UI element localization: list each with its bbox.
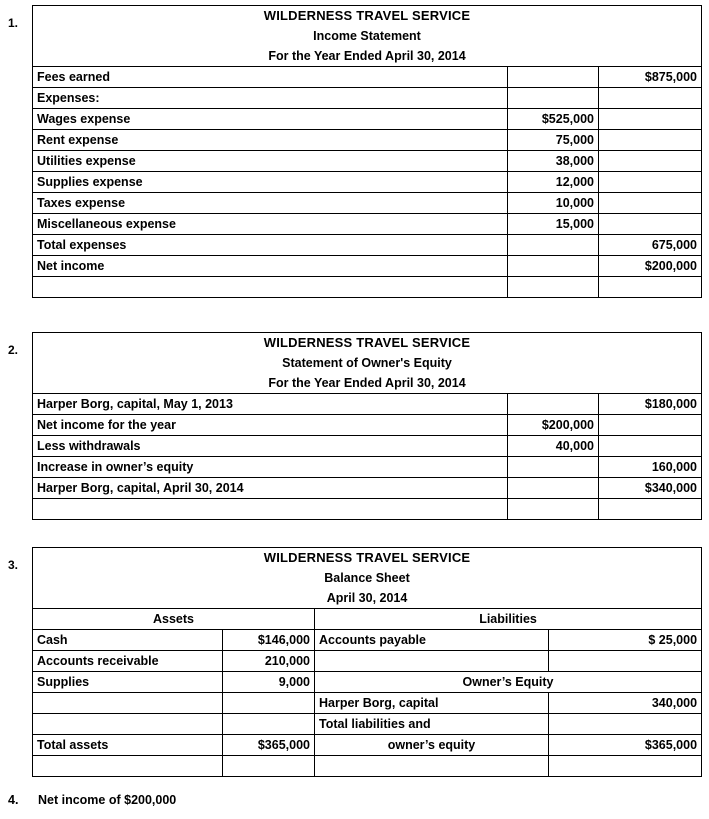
table-row — [33, 714, 702, 735]
statement-header-cell — [33, 333, 702, 394]
row-amount-col2: $340,000 — [599, 478, 702, 499]
row-amount-col2 — [599, 88, 702, 109]
row-label: Taxes expense — [33, 193, 508, 214]
row-amount-col2 — [599, 415, 702, 436]
row-label: Net income — [33, 256, 508, 277]
row-amount-col2 — [599, 172, 702, 193]
table-row — [33, 457, 702, 478]
table-row — [33, 235, 702, 256]
table-row — [33, 277, 702, 298]
statement-header-row — [33, 6, 702, 67]
row-amount-col1 — [508, 256, 599, 277]
total-liab-equity-amount: $365,000 — [549, 735, 702, 756]
table-row — [33, 130, 702, 151]
asset-label: Supplies — [33, 672, 223, 693]
row-amount-col1: 40,000 — [508, 436, 599, 457]
statement-header-cell — [33, 6, 702, 67]
assets-section-header: Assets — [33, 609, 315, 630]
row-amount-col2: 675,000 — [599, 235, 702, 256]
row-amount-col2 — [599, 193, 702, 214]
row-amount-col1: 10,000 — [508, 193, 599, 214]
row-label — [33, 499, 508, 520]
balance-sheet-table — [32, 547, 702, 777]
row-label: Fees earned — [33, 67, 508, 88]
row-amount-col1 — [508, 478, 599, 499]
liability-label — [315, 651, 549, 672]
row-amount-col1: 15,000 — [508, 214, 599, 235]
row-label — [33, 277, 508, 298]
statement-period: April 30, 2014 — [326, 591, 408, 605]
owners-equity-statement-block — [32, 332, 702, 520]
statement-header-row — [33, 333, 702, 394]
company-name: WILDERNESS TRAVEL SERVICE — [263, 8, 471, 23]
table-row — [33, 394, 702, 415]
table-row — [33, 151, 702, 172]
asset-amount: 9,000 — [223, 672, 315, 693]
table-row — [33, 214, 702, 235]
liability-amount — [549, 651, 702, 672]
statement-title: Income Statement — [313, 29, 421, 43]
row-amount-col1: 38,000 — [508, 151, 599, 172]
statement-period: For the Year Ended April 30, 2014 — [268, 49, 466, 63]
table-row — [33, 651, 702, 672]
liability-amount: $ 25,000 — [549, 630, 702, 651]
company-name: WILDERNESS TRAVEL SERVICE — [263, 550, 471, 565]
table-row — [33, 478, 702, 499]
table-row — [33, 756, 702, 777]
asset-amount: $146,000 — [223, 630, 315, 651]
row-amount-col2 — [599, 151, 702, 172]
item-number-1: 1. — [8, 16, 19, 30]
row-amount-col1: 12,000 — [508, 172, 599, 193]
row-amount-col1 — [508, 394, 599, 415]
row-amount-col2 — [599, 109, 702, 130]
asset-amount — [223, 693, 315, 714]
row-amount-col2 — [599, 277, 702, 298]
row-label: Harper Borg, capital, May 1, 2013 — [33, 394, 508, 415]
row-amount-col1: $200,000 — [508, 415, 599, 436]
row-amount-col2: $200,000 — [599, 256, 702, 277]
table-row — [33, 693, 702, 714]
table-row — [33, 193, 702, 214]
footnote-answer — [8, 793, 176, 807]
row-amount-col2 — [599, 130, 702, 151]
row-amount-col1 — [508, 277, 599, 298]
asset-amount: 210,000 — [223, 651, 315, 672]
row-label: Expenses: — [33, 88, 508, 109]
asset-label — [33, 714, 223, 735]
statement-title: Statement of Owner's Equity — [282, 356, 452, 370]
liability-label — [315, 756, 549, 777]
table-row — [33, 436, 702, 457]
asset-label — [33, 756, 223, 777]
balance-sheet-block — [32, 547, 702, 777]
row-amount-col2: $875,000 — [599, 67, 702, 88]
table-row — [33, 256, 702, 277]
statement-title: Balance Sheet — [324, 571, 410, 585]
row-amount-col2 — [599, 499, 702, 520]
total-liab-equity-label-line2: owner’s equity — [315, 735, 549, 756]
income-statement-block — [32, 5, 702, 298]
statement-header-row — [33, 548, 702, 609]
row-label: Net income for the year — [33, 415, 508, 436]
item-number-2: 2. — [8, 343, 19, 357]
liability-amount — [549, 756, 702, 777]
table-row — [33, 88, 702, 109]
liability-label: Accounts payable — [315, 630, 549, 651]
row-amount-col1: 75,000 — [508, 130, 599, 151]
asset-label: Cash — [33, 630, 223, 651]
statement-header-cell — [33, 548, 702, 609]
row-amount-col2 — [599, 436, 702, 457]
row-label: Less withdrawals — [33, 436, 508, 457]
item-number-3: 3. — [8, 558, 19, 572]
asset-label: Accounts receivable — [33, 651, 223, 672]
company-name: WILDERNESS TRAVEL SERVICE — [263, 335, 471, 350]
item-number-4: 4. — [8, 793, 19, 807]
equity-label: Harper Borg, capital — [315, 693, 549, 714]
footnote-text: Net income of $200,000 — [38, 793, 177, 807]
total-assets-label: Total assets — [33, 735, 223, 756]
asset-label — [33, 693, 223, 714]
row-label: Increase in owner’s equity — [33, 457, 508, 478]
row-label: Utilities expense — [33, 151, 508, 172]
row-amount-col1 — [508, 67, 599, 88]
row-amount-col2: 160,000 — [599, 457, 702, 478]
table-row — [33, 172, 702, 193]
table-row — [33, 415, 702, 436]
row-label: Wages expense — [33, 109, 508, 130]
row-amount-col1: $525,000 — [508, 109, 599, 130]
row-label: Rent expense — [33, 130, 508, 151]
row-label: Harper Borg, capital, April 30, 2014 — [33, 478, 508, 499]
table-row — [33, 109, 702, 130]
total-liab-equity-label-line1: Total liabilities and — [315, 714, 549, 735]
liabilities-section-header: Liabilities — [315, 609, 702, 630]
statement-period: For the Year Ended April 30, 2014 — [268, 376, 466, 390]
owners-equity-subheader: Owner’s Equity — [315, 672, 702, 693]
table-row — [33, 67, 702, 88]
asset-amount — [223, 756, 315, 777]
asset-amount — [223, 714, 315, 735]
row-amount-col1 — [508, 499, 599, 520]
row-label: Total expenses — [33, 235, 508, 256]
income-statement-table — [32, 5, 702, 298]
row-amount-col1 — [508, 457, 599, 478]
total-liab-equity-amount-blank — [549, 714, 702, 735]
equity-amount: 340,000 — [549, 693, 702, 714]
owners-equity-table — [32, 332, 702, 520]
row-amount-col1 — [508, 88, 599, 109]
total-assets-amount: $365,000 — [223, 735, 315, 756]
section-header-row — [33, 609, 702, 630]
row-label: Supplies expense — [33, 172, 508, 193]
table-row — [33, 499, 702, 520]
row-amount-col1 — [508, 235, 599, 256]
row-amount-col2: $180,000 — [599, 394, 702, 415]
table-row — [33, 672, 702, 693]
table-row — [33, 630, 702, 651]
row-amount-col2 — [599, 214, 702, 235]
table-row — [33, 735, 702, 756]
row-label: Miscellaneous expense — [33, 214, 508, 235]
